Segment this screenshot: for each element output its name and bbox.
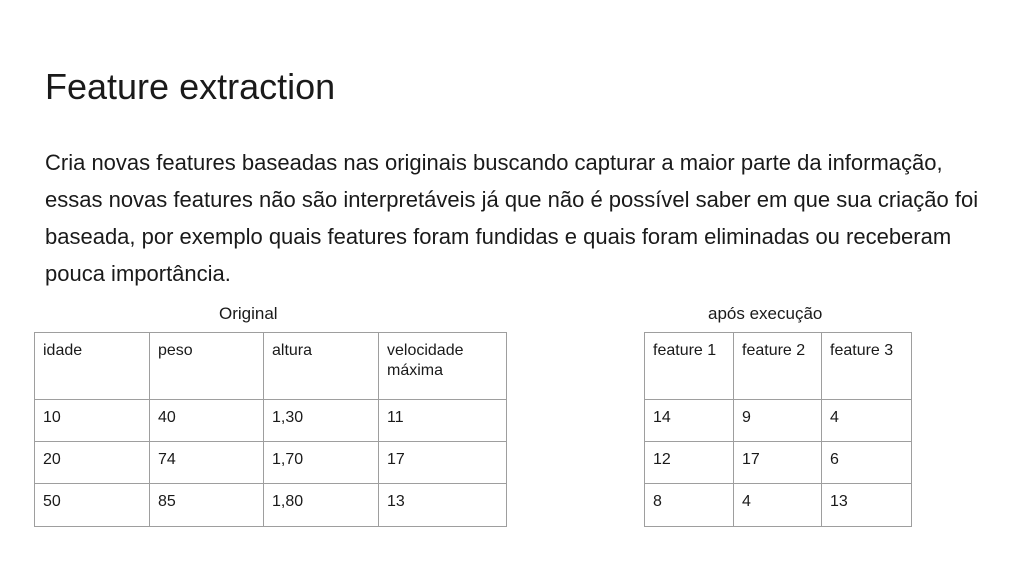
table-header-row bbox=[35, 333, 507, 400]
table-row bbox=[35, 400, 507, 442]
after-table bbox=[644, 332, 912, 527]
table-row bbox=[35, 442, 507, 484]
header-cell-altura: altura bbox=[264, 333, 379, 400]
table-cell: 74 bbox=[150, 442, 264, 484]
table-cell: 50 bbox=[35, 484, 150, 527]
table-cell: 11 bbox=[379, 400, 507, 442]
table-cell: 13 bbox=[379, 484, 507, 527]
slide-body-text: Cria novas features baseadas nas originais buscando capturar a maior parte da informação, essas novas features não são interpretáveis já que não é possível saber em que sua criação foi baseada, por exemplo quais features foram fundidas e quais foram eliminadas ou receberam pouca importância. bbox=[45, 150, 979, 286]
header-cell-feature-1: feature 1 bbox=[645, 333, 734, 400]
table-cell: 4 bbox=[734, 484, 822, 527]
header-cell-velocidade: velocidade máxima bbox=[379, 333, 507, 400]
table-cell: 12 bbox=[645, 442, 734, 484]
header-cell-feature-3: feature 3 bbox=[822, 333, 912, 400]
original-table-caption: Original bbox=[219, 304, 278, 323]
table-row bbox=[645, 484, 912, 527]
table-cell: 17 bbox=[734, 442, 822, 484]
table-cell: 1,30 bbox=[264, 400, 379, 442]
table-cell: 1,70 bbox=[264, 442, 379, 484]
table-cell: 13 bbox=[822, 484, 912, 527]
table-row bbox=[35, 484, 507, 527]
header-cell-idade: idade bbox=[35, 333, 150, 400]
table-row bbox=[645, 400, 912, 442]
table-cell: 8 bbox=[645, 484, 734, 527]
table-cell: 1,80 bbox=[264, 484, 379, 527]
table-cell: 20 bbox=[35, 442, 150, 484]
header-cell-peso: peso bbox=[150, 333, 264, 400]
table-cell: 10 bbox=[35, 400, 150, 442]
table-cell: 17 bbox=[379, 442, 507, 484]
table-cell: 85 bbox=[150, 484, 264, 527]
table-cell: 14 bbox=[645, 400, 734, 442]
after-table-caption: após execução bbox=[708, 304, 823, 323]
table-cell: 6 bbox=[822, 442, 912, 484]
table-cell: 9 bbox=[734, 400, 822, 442]
table-row bbox=[645, 442, 912, 484]
header-cell-feature-2: feature 2 bbox=[734, 333, 822, 400]
original-table bbox=[34, 332, 507, 527]
table-cell: 4 bbox=[822, 400, 912, 442]
slide-title: Feature extraction bbox=[45, 66, 336, 107]
table-header-row bbox=[645, 333, 912, 400]
table-cell: 40 bbox=[150, 400, 264, 442]
